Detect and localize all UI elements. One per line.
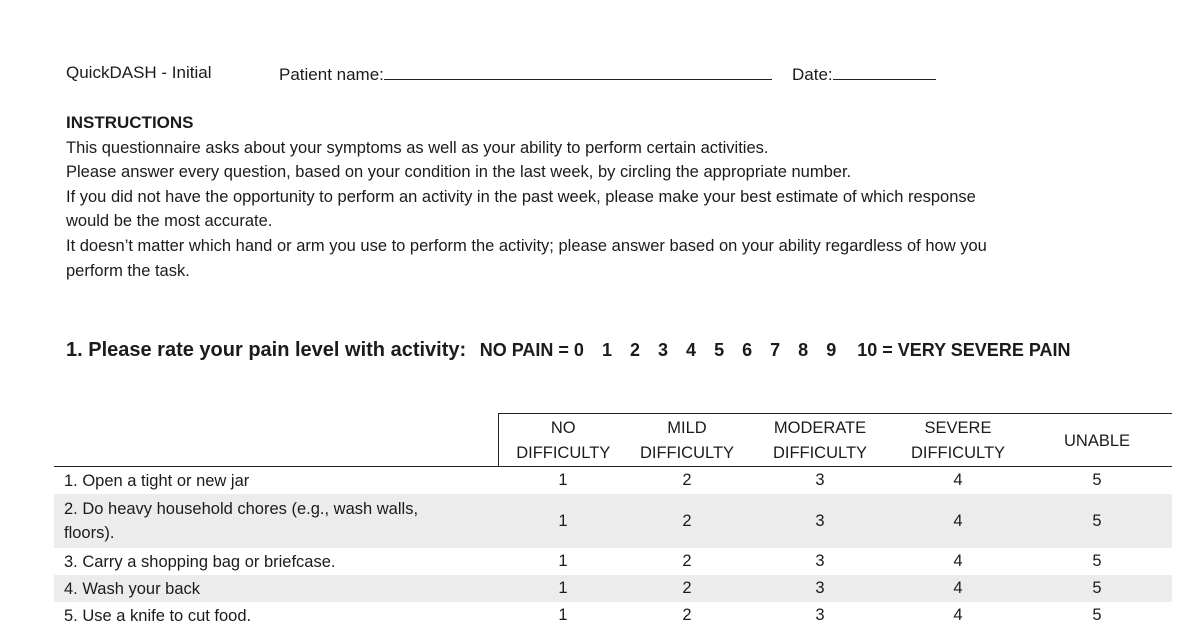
score-option[interactable]: 3 [815, 606, 825, 624]
pain-scale-value[interactable]: 1 [601, 340, 612, 360]
instruction-line: If you did not have the opportunity to perform an activity in the past week, please make your best estimate of which response [66, 188, 976, 206]
table-row [54, 548, 1172, 575]
header-mild-difficulty: MILD DIFFICULTY [628, 414, 746, 467]
date-field[interactable] [792, 63, 936, 85]
score-option[interactable]: 1 [498, 494, 628, 548]
pain-scale-value[interactable]: 3 [658, 340, 669, 360]
pain-question-label: 1. Please rate your pain level with activity: [66, 339, 467, 361]
score-option[interactable]: 1 [498, 575, 628, 602]
pain-scale-value[interactable]: 8 [798, 340, 809, 360]
score-option[interactable]: 5 [1022, 575, 1172, 602]
date-blank[interactable] [833, 63, 936, 80]
score-option[interactable]: 2 [628, 575, 746, 602]
patient-name-blank[interactable] [384, 63, 772, 80]
pain-question [66, 339, 1071, 362]
patient-name-field[interactable] [279, 63, 772, 85]
item-label: 2. Do heavy household chores (e.g., wash walls, floors). [54, 494, 498, 548]
score-option[interactable]: 4 [894, 575, 1022, 602]
header-unable: UNABLE [1022, 414, 1172, 467]
table-row [54, 602, 1172, 629]
pain-anchor-high[interactable]: 10 = VERY SEVERE PAIN [857, 340, 1071, 360]
pain-scale-value[interactable]: 5 [714, 340, 725, 360]
pain-scale-value[interactable]: 4 [686, 340, 697, 360]
pain-scale-value[interactable]: 9 [826, 340, 837, 360]
date-label: Date: [792, 65, 833, 84]
score-option[interactable]: 3 [815, 471, 825, 489]
score-option[interactable]: 4 [953, 552, 963, 570]
score-option[interactable]: 5 [1092, 606, 1102, 624]
pain-scale [480, 340, 1071, 360]
score-option[interactable]: 4 [953, 606, 963, 624]
instruction-line: It doesn’t matter which hand or arm you use to perform the activity; please answer based on your ability regardless of how you [66, 237, 987, 255]
pain-scale-value[interactable]: 2 [629, 340, 640, 360]
header-no-difficulty: NO DIFFICULTY [498, 414, 628, 467]
header-severe-difficulty: SEVERE DIFFICULTY [894, 414, 1022, 467]
difficulty-table [54, 413, 1172, 629]
patient-name-label: Patient name: [279, 65, 384, 84]
table-row [54, 575, 1172, 602]
score-option[interactable]: 3 [746, 575, 894, 602]
score-option[interactable]: 1 [558, 471, 568, 489]
score-option[interactable]: 2 [628, 494, 746, 548]
item-label: 5. Use a knife to cut food. [64, 606, 252, 625]
pain-scale-value[interactable]: 6 [742, 340, 753, 360]
table-row [54, 467, 1172, 495]
score-option[interactable]: 2 [682, 552, 692, 570]
score-option[interactable]: 1 [558, 552, 568, 570]
table-header-blank [54, 414, 498, 467]
score-option[interactable]: 2 [682, 606, 692, 624]
score-option[interactable]: 3 [815, 552, 825, 570]
pain-anchor-low[interactable]: NO PAIN = 0 [479, 340, 584, 360]
instructions-title: INSTRUCTIONS [66, 113, 194, 132]
instruction-line: would be the most accurate. [66, 212, 273, 230]
score-option[interactable]: 5 [1092, 552, 1102, 570]
instruction-line: This questionnaire asks about your symptoms as well as your ability to perform certain activities. [66, 139, 769, 157]
score-option[interactable]: 1 [558, 606, 568, 624]
score-option[interactable]: 5 [1022, 494, 1172, 548]
score-option[interactable]: 4 [953, 471, 963, 489]
header-moderate-difficulty: MODERATE DIFFICULTY [746, 414, 894, 467]
instruction-line: Please answer every question, based on your condition in the last week, by circling the appropriate number. [66, 163, 852, 181]
form-title: QuickDASH - Initial [66, 63, 212, 82]
score-option[interactable]: 4 [894, 494, 1022, 548]
table-header-row [54, 414, 1172, 467]
score-option[interactable]: 5 [1092, 471, 1102, 489]
item-label: 4. Wash your back [54, 575, 498, 602]
pain-scale-value[interactable]: 7 [770, 340, 781, 360]
table-row [54, 494, 1172, 548]
score-option[interactable]: 2 [682, 471, 692, 489]
instruction-line: perform the task. [66, 262, 190, 280]
item-label: 1. Open a tight or new jar [64, 471, 250, 490]
item-label: 3. Carry a shopping bag or briefcase. [64, 552, 336, 571]
score-option[interactable]: 3 [746, 494, 894, 548]
